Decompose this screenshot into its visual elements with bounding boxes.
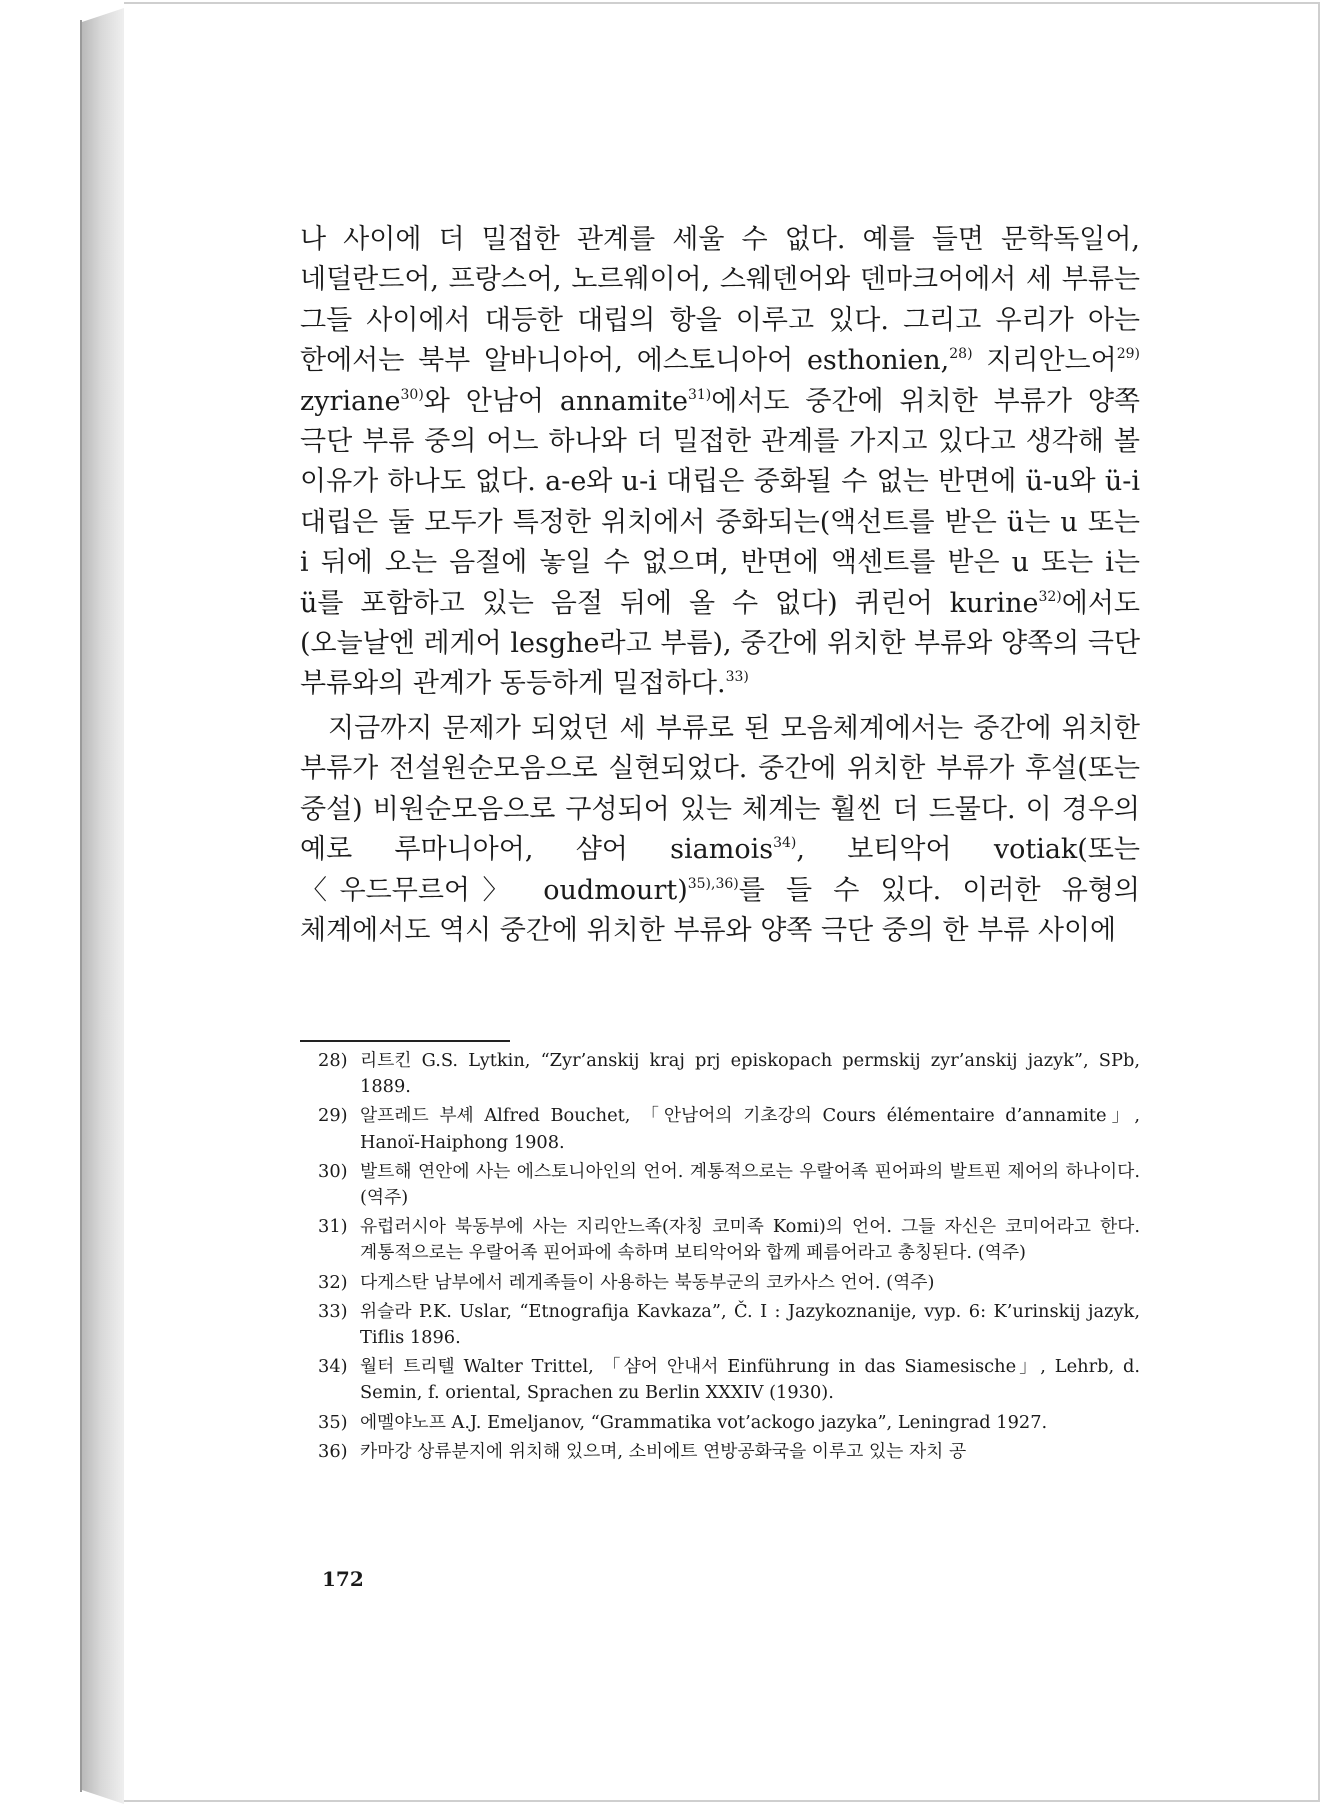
footnote-text: 알프레드 부셰 Alfred Bouchet, 「안남어의 기초강의 Cours élémentaire d’annamite」, Hanoï-Haiphong 1908. bbox=[360, 1105, 1140, 1153]
page-number: 172 bbox=[322, 1567, 364, 1591]
footnote-text: 발트해 연안에 사는 에스토니아인의 언어. 계통적으로는 우랄어족 핀어파의 발트핀 제어의 하나이다. (역주) bbox=[360, 1160, 1140, 1209]
paragraph bbox=[300, 220, 1140, 705]
footnote-text: 월터 트리텔 Walter Trittel, 「샴어 안내서 Einführung in das Siamesische」, Lehrb, d. Semin, f. oriental, Sprachen zu Berlin XXXIV (1930). bbox=[360, 1356, 1140, 1404]
footnote-number: 34) bbox=[318, 1356, 348, 1378]
footnote-reference: 32) bbox=[1038, 588, 1062, 605]
footnote-number: 28) bbox=[318, 1050, 348, 1071]
book-spine-shadow bbox=[80, 20, 82, 1792]
footnote-number: 32) bbox=[318, 1271, 348, 1293]
footnote-number: 35) bbox=[318, 1411, 348, 1433]
paragraph bbox=[300, 709, 1140, 951]
footnote bbox=[318, 1354, 1140, 1406]
footnote-text: 유럽러시아 북동부에 사는 지리안느족(자칭 코미족 Komi)의 언어. 그들 자신은 코미어라고 한다. 계통적으로는 우랄어족 핀어파에 속하며 보티악어와 합께 페름어라고 총칭된다. (역주) bbox=[360, 1216, 1140, 1264]
text-run: , 보티악어 votiak(또는 〈우드무르어〉 oudmourt) bbox=[300, 834, 1140, 906]
book-page-edge bbox=[82, 8, 124, 1804]
footnote-number: 33) bbox=[318, 1300, 348, 1322]
footnote-reference: 31) bbox=[687, 386, 712, 403]
footnote-reference: 34) bbox=[773, 835, 797, 852]
footnote bbox=[318, 1299, 1140, 1351]
footnote-text: 카마강 상류분지에 위치해 있으며, 소비에트 연방공화국을 이루고 있는 자치 공 bbox=[360, 1440, 967, 1462]
footnote-text: 다게스탄 남부에서 레게족들이 사용하는 북동부군의 코카사스 언어. (역주) bbox=[360, 1271, 935, 1293]
footnote bbox=[318, 1103, 1140, 1155]
footnote bbox=[318, 1159, 1140, 1211]
footnote-reference: 29) bbox=[1116, 346, 1140, 363]
footnote bbox=[318, 1439, 1140, 1465]
text-run: 지금까지 문제가 되었던 세 부류로 된 모음체계에서는 중간에 위치한 부류가 전설원순모음으로 실현되었다. 중간에 위치한 부류가 후설(또는 중설) 비원순모음으로 구성되어 있는 체계는 훨씬 더 드물다. 이 경우의 예로 루마니아어, 샴어 siamois bbox=[300, 712, 1140, 866]
footnote-text: 리트킨 G.S. Lytkin, “Zyr’anskij kraj prj episkopach permskij zyr’anskij jazyk”, SPb, 1889. bbox=[360, 1050, 1140, 1098]
text-run: 와 안남어 annamite bbox=[423, 385, 688, 417]
footnote bbox=[318, 1270, 1140, 1296]
footnote-reference: 33) bbox=[725, 669, 749, 686]
footnote-number: 30) bbox=[318, 1160, 348, 1182]
text-run: 나 사이에 더 밀접한 관계를 세울 수 없다. 예를 들면 문학독일어, 네덜란드어, 프랑스어, 노르웨이어, 스웨덴어와 덴마크어에서 세 부류는 그들 사이에서 대등한 대립의 항을 이루고 있다. 그리고 우리가 아는 한에서는 북부 알바니아어, 에스토니아어 esthonien, bbox=[300, 224, 1140, 377]
footnote bbox=[318, 1410, 1140, 1436]
footnote bbox=[318, 1048, 1140, 1100]
footnote bbox=[318, 1214, 1140, 1266]
footnote-number: 36) bbox=[318, 1440, 348, 1462]
body-text bbox=[300, 220, 1140, 951]
footnote-separator bbox=[300, 1040, 510, 1042]
footnote-text: 위슬라 P.K. Uslar, “Etnografija Kavkaza”, Č. I : Jazykoznanije, vyp. 6: K’urinskij jazyk, Tiflis 1896. bbox=[360, 1300, 1140, 1349]
footnote-text: 에멜야노프 A.J. Emeljanov, “Grammatika vot’ackogo jazyka”, Leningrad 1927. bbox=[360, 1411, 1048, 1433]
footnote-number: 29) bbox=[318, 1105, 348, 1127]
footnotes bbox=[318, 1048, 1140, 1468]
text-run: 에서도 (오늘날엔 레게어 lesghe라고 부름), 중간에 위치한 부류와 양쪽의 극단 부류와의 관계가 동등하게 밀접하다. bbox=[300, 587, 1140, 700]
text-run: 를 들 수 있다. 이러한 유형의 체계에서도 역시 중간에 위치한 부류와 양쪽 극단 중의 한 부류 사이에 bbox=[300, 874, 1140, 946]
footnote-reference: 30) bbox=[400, 386, 424, 403]
text-run: 에서도 중간에 위치한 부류가 양쪽 극단 부류 중의 어느 하나와 더 밀접한 관계를 가지고 있다고 생각해 볼 이유가 하나도 없다. a-e와 u-i 대립은 중화될 수 없는 반면에 ü-u와 ü-i 대립은 둘 모두가 특정한 위치에서 중화되는(액선트를 받은 ü는 u 또는 i 뒤에 오는 음절에 놓일 수 없으며, 반면에 액센트를 받은 u 또는 i는 ü를 포함하고 있는 음절 뒤에 올 수 없다) 퀴린어 kurine bbox=[300, 385, 1140, 619]
text-run: 지리안느어 bbox=[972, 345, 1117, 377]
footnote-reference: 35),36) bbox=[687, 875, 739, 892]
footnote-number: 31) bbox=[318, 1216, 348, 1238]
footnote-reference: 28) bbox=[949, 346, 973, 363]
text-run: zyriane bbox=[300, 385, 401, 417]
